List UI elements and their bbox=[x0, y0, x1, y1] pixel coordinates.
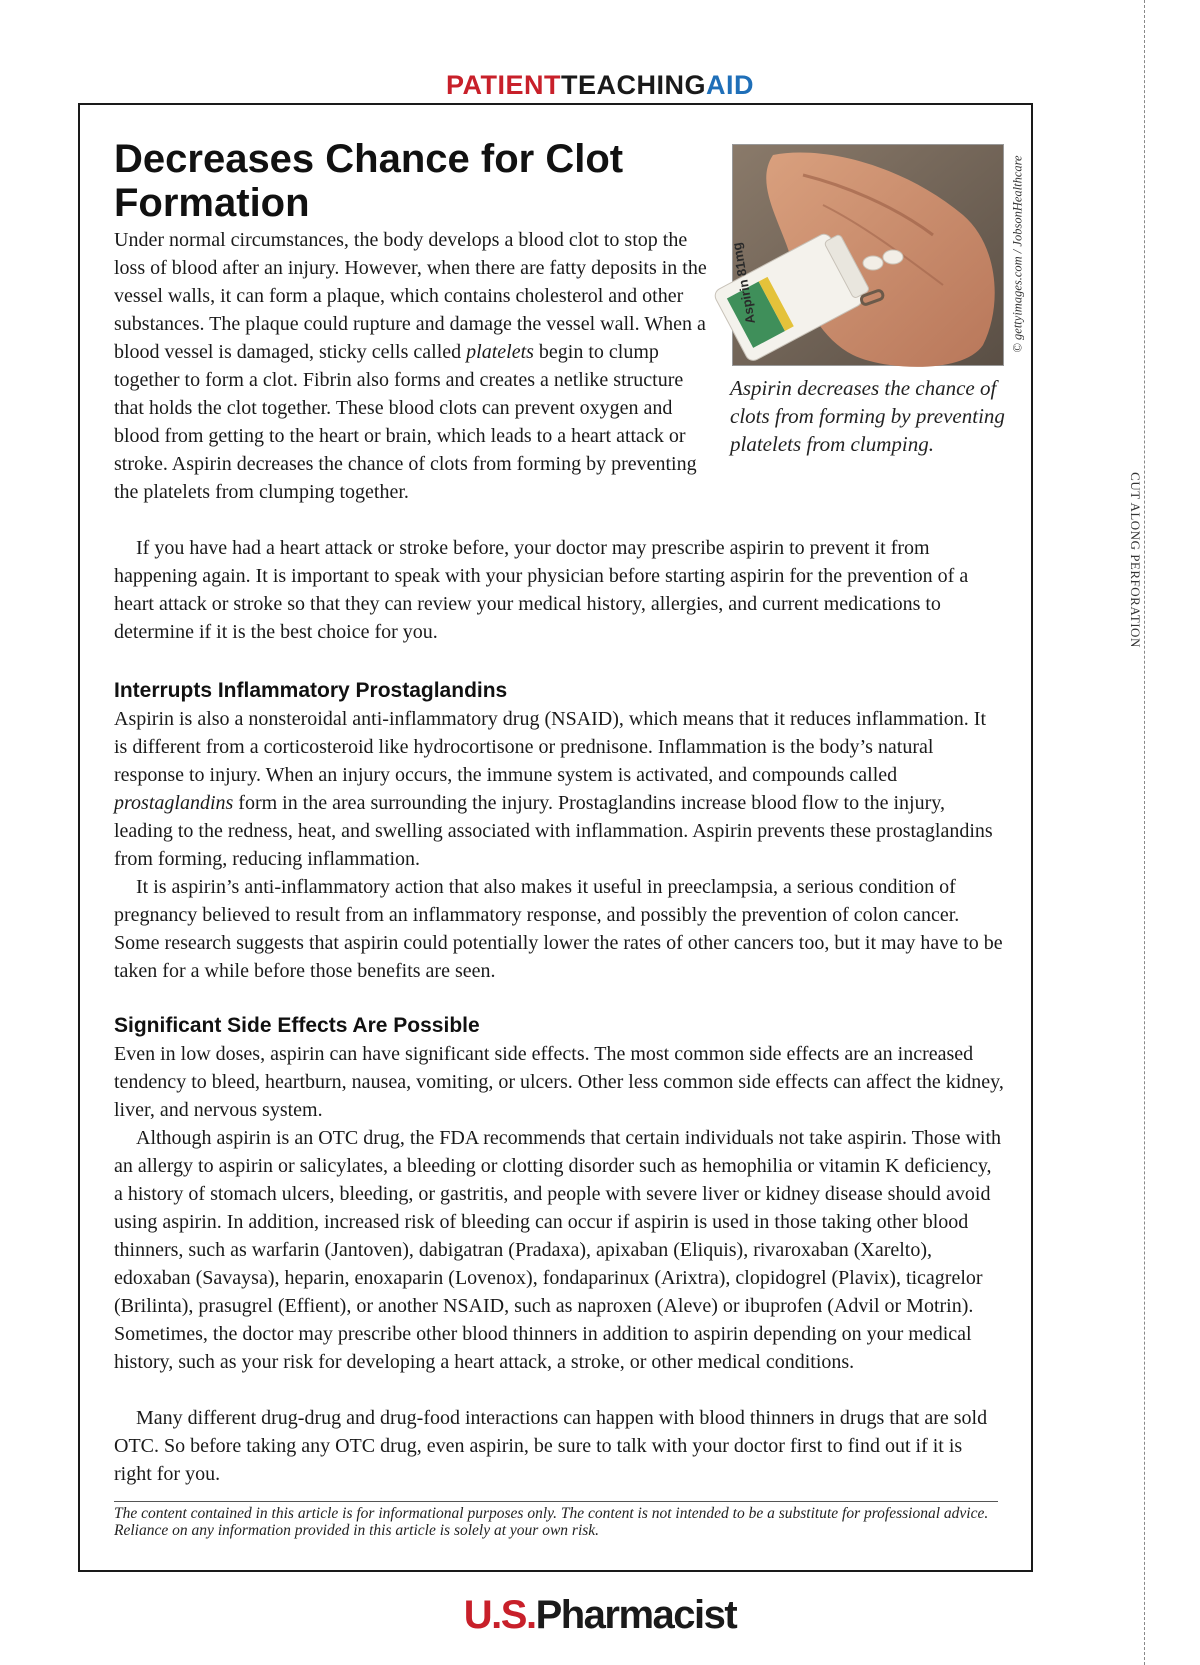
photo-credit-text: © gettyimages.com / JobsonHealthcare bbox=[1010, 155, 1025, 353]
logo-pharmacist: Pharmacist bbox=[535, 1593, 737, 1637]
pill bbox=[883, 250, 903, 264]
section3-paragraph-1: Even in low doses, aspirin can have significant side effects. The most common side effects are an increased tendency to bleed, heartburn, nausea, vomiting, or ulcers. Other less common side effects can affect the kidney, liver, and nervous system. bbox=[114, 1043, 1004, 1121]
photo-caption: Aspirin decreases the chance of clots from forming by preventing platelets from clumping. bbox=[730, 376, 1005, 456]
section2-paragraph-2: It is aspirin’s anti-inflammatory action that also makes it useful in preeclampsia, a serious condition of pregnancy believed to result from an inflammatory response, and possibly the prevention of colon cancer. Some research suggests that aspirin could potentially lower the rates of other cancers too, but it may have to be taken for a while before those benefits are seen. bbox=[114, 876, 1003, 982]
series-header bbox=[0, 72, 1200, 99]
section3-paragraph-3: Many different drug-drug and drug-food interactions can happen with blood thinners in drugs that are sold OTC. So before taking any OTC drug, even aspirin, be sure to talk with your doctor first to find out if it is right for you. bbox=[114, 1407, 988, 1485]
pill bbox=[863, 256, 883, 270]
disclaimer-text: The content contained in this article is for informational purposes only. The content is not intended to be a substitute for professional advice. Reliance on any information provided in this article is solely at your own risk. bbox=[114, 1505, 989, 1539]
logo-us: U.S. bbox=[463, 1593, 536, 1637]
disclaimer-rule bbox=[114, 1501, 998, 1502]
cut-label-text: CUT ALONG PERFORATION bbox=[1128, 472, 1143, 648]
photo-credit bbox=[1006, 140, 1030, 368]
section1-paragraph-1: Under normal circumstances, the body develops a blood clot to stop the loss of blood after an injury. However, when there are fatty deposits in the vessel walls, it can form a plaque, which contains cholesterol and other substances. The plaque could rupture and damage the vessel wall. When a blood vessel is damaged, sticky cells called platelets begin to clump together to form a clot. Fibrin also forms and creates a netlike structure that holds the clot together. These blood clots can prevent oxygen and blood from getting to the heart or brain, which leads to a heart attack or stroke. Aspirin decreases the chance of clots from forming by preventing the platelets from clumping together. bbox=[114, 229, 707, 503]
header-teaching: TEACHING bbox=[561, 70, 706, 100]
article-title: Decreases Chance for Clot Formation bbox=[114, 137, 624, 225]
us-pharmacist-logo bbox=[0, 1595, 1200, 1635]
perforation-line bbox=[1144, 0, 1145, 1665]
header-aid: AID bbox=[706, 70, 754, 100]
section2-paragraph-1: Aspirin is also a nonsteroidal anti-inflammatory drug (NSAID), which means that it reduces inflammation. It is different from a corticosteroid like hydrocortisone or prednisone. Inflammation is the body’s natural response to injury. When an injury occurs, the immune system is activated, and compounds called prostaglandins form in the area surrounding the injury. Prostaglandins increase blood flow to the injury, leading to the redness, heat, and swelling associated with inflammation. Aspirin prevents these prostaglandins from forming, reducing inflammation. bbox=[114, 708, 993, 870]
hand-with-pills-photo bbox=[728, 144, 1004, 366]
section3-heading: Significant Side Effects Are Possible bbox=[114, 1014, 480, 1037]
section3-paragraph-2: Although aspirin is an OTC drug, the FDA recommends that certain individuals not take aspirin. Those with an allergy to aspirin or salicylates, a bleeding or clotting disorder such as hemophilia or vitamin K deficiency, a history of stomach ulcers, bleeding, or gastritis, and people with severe liver or kidney disease should avoid using aspirin. In addition, increased risk of bleeding can occur if aspirin is used in those taking other blood thinners, such as warfarin (Jantoven), dabigatran (Pradaxa), apixaban (Eliquis), rivaroxaban (Xarelto), edoxaban (Savaysa), heparin, enoxaparin (Lovenox), fondaparinux (Arixtra), clopidogrel (Plavix), ticagrelor (Brilinta), prasugrel (Effient), or another NSAID, such as naproxen (Aleve) or ibuprofen (Advil or Motrin). Sometimes, the doctor may prescribe other blood thinners in addition to aspirin depending on your medical history, such as your risk for developing a heart attack, a stroke, or other medical conditions. bbox=[114, 1127, 1002, 1373]
section2-heading: Interrupts Inflammatory Prostaglandins bbox=[114, 679, 508, 702]
bottle-label: Aspirin 81mg bbox=[728, 241, 758, 326]
header-patient: PATIENT bbox=[446, 70, 561, 100]
cut-along-perforation-label bbox=[1125, 460, 1145, 660]
photo-illustration bbox=[728, 145, 1003, 365]
section1-paragraph-2: If you have had a heart attack or stroke before, your doctor may prescribe aspirin to prevent it from happening again. It is important to speak with your physician before starting aspirin for the prevention of a heart attack or stroke so that they can review your medical history, allergies, and current medications to determine if it is the best choice for you. bbox=[114, 537, 969, 643]
